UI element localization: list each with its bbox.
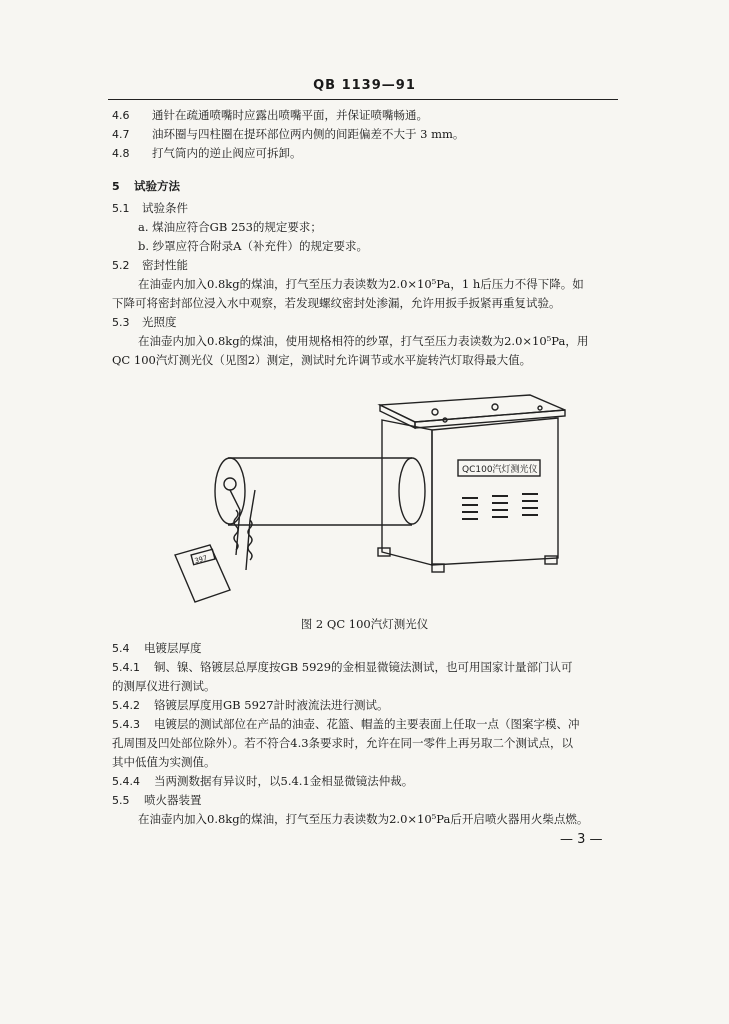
clause-5-4-3-line-3: 其中低值为实测值。 <box>112 755 216 769</box>
standard-header: QB 1139—91 <box>313 78 416 93</box>
meter-reading: 397 <box>193 554 209 566</box>
clause-5-2-heading: 5.2 密封性能 <box>112 258 188 272</box>
clause-5-2-line-1: 在油壶内加入0.8kg的煤油，打气至压力表读数为2.0×10⁵Pa，1 h后压力不得下降。如 <box>138 277 584 291</box>
cabinet-front-icon <box>432 418 558 565</box>
section-5-heading: 5 试验方法 <box>112 179 180 193</box>
clause-5-5-line-1: 在油壶内加入0.8kg的煤油，打气至压力表读数为2.0×10⁵Pa后开启喷火器用火柴点燃。 <box>138 812 589 826</box>
header-rule <box>108 99 618 100</box>
clause-4-7: 4.7 油环圈与四柱圈在提环部位两内侧的间距偏差不大于 3 mm。 <box>112 127 465 141</box>
clause-5-1-item-a: a. 煤油应符合GB 253的规定要求； <box>138 220 322 234</box>
clause-5-3-line-2: QC 100汽灯测光仪（见图2）测定，测试时允许调节或水平旋转汽灯取得最大值。 <box>112 353 532 367</box>
clause-5-4-1-line-1: 5.4.1 铜、镍、铬镀层总厚度按GB 5929的金相显微镜法测试，也可用国家计量部门认可 <box>112 660 573 674</box>
figure-caption: 图 2 QC 100汽灯测光仪 <box>300 617 429 631</box>
clause-5-1-item-b: b. 纱罩应符合附录A（补充件）的规定要求。 <box>138 239 368 253</box>
clause-5-5-heading: 5.5 喷火器装置 <box>112 793 202 807</box>
photometer-illustration <box>193 380 580 610</box>
clause-5-2-line-2: 下降可将密封部位浸入水中观察，若发现螺纹密封处渗漏，允许用扳手扳紧再重复试验。 <box>112 296 561 310</box>
clause-5-4-4: 5.4.4 当两测数据有异议时，以5.4.1金相显微镜法仲裁。 <box>112 774 414 788</box>
clause-5-4-3-line-2: 孔周围及凹处部位除外）。若不符合4.3条要求时，允许在同一零件上再另取二个测试点，以 <box>112 736 574 750</box>
clause-5-4-heading: 5.4 电镀层厚度 <box>112 641 202 655</box>
clause-5-4-1-line-2: 的测厚仪进行测试。 <box>112 679 216 693</box>
clause-5-3-line-1: 在油壶内加入0.8kg的煤油，使用规格相符的纱罩，打气至压力表读数为2.0×10⁵Pa，用 <box>138 334 589 348</box>
foot-icon <box>545 556 557 564</box>
light-tube-icon <box>228 458 412 525</box>
clause-4-6: 4.6 通针在疏通喷嘴时应露出喷嘴平面，并保证喷嘴畅通。 <box>112 108 428 122</box>
clause-5-4-3-line-1: 5.4.3 电镀层的测试部位在产品的油壶、花篮、帽盖的主要表面上任取一点（图案字模、冲 <box>112 717 580 731</box>
sensor-knob-icon <box>224 478 236 490</box>
clause-4-8: 4.8 打气筒内的逆止阀应可拆卸。 <box>112 146 302 160</box>
clause-5-3-heading: 5.3 光照度 <box>112 315 177 329</box>
digital-meter-icon <box>175 545 230 602</box>
page-number: — 3 — <box>560 832 603 847</box>
clause-5-4-2: 5.4.2 铬镀层厚度用GB 5927計时液流法进行测试。 <box>112 698 389 712</box>
panel-label-text: QC100汽灯测光仪 <box>462 465 538 475</box>
vent-slots-icon <box>462 494 538 519</box>
clause-5-1-heading: 5.1 试验条件 <box>112 201 188 215</box>
